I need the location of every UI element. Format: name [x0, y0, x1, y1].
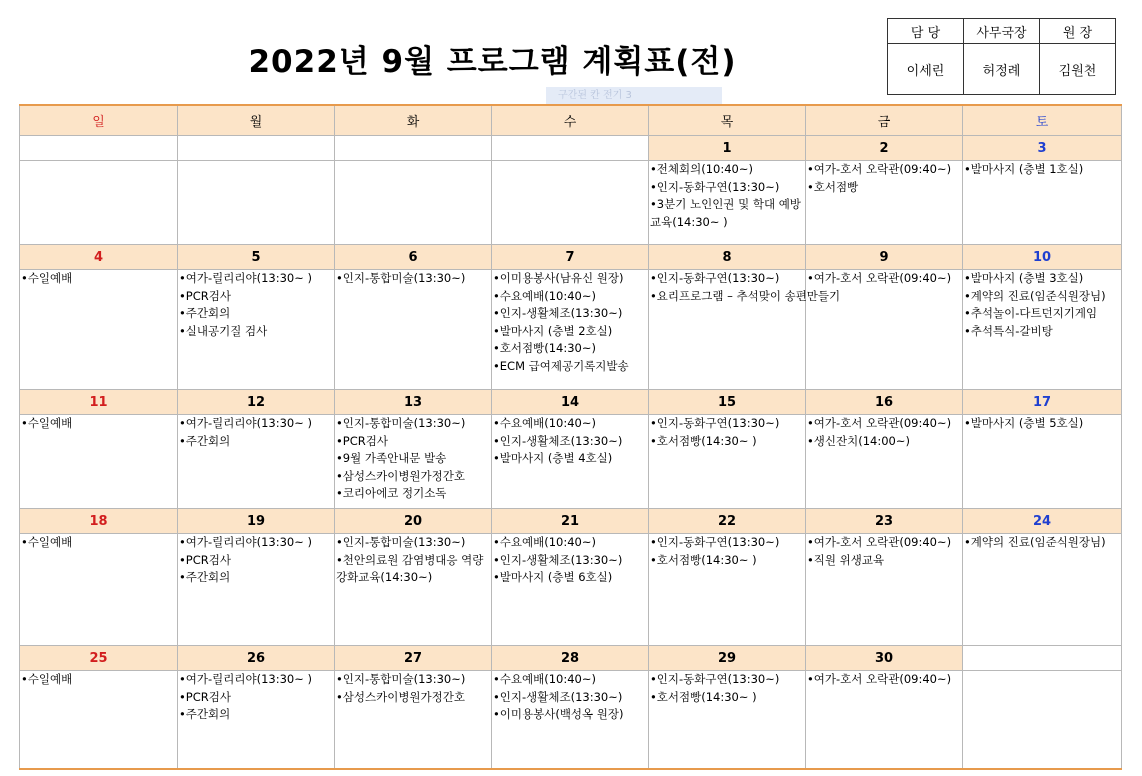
event-item: •수일예배 [21, 416, 73, 430]
event-item: •계약의 진료(임준식원장님) [964, 535, 1106, 549]
day-events-cell [963, 270, 1122, 390]
week-events-row [20, 534, 1122, 646]
calendar-table [19, 104, 1122, 770]
day-events-cell [178, 415, 335, 509]
day-events-cell [20, 270, 178, 390]
event-item: •여가-릴리리야(13:30~ ) [179, 416, 312, 430]
week-events-row [20, 161, 1122, 245]
event-item: •발마사지 (층별 6호실) [493, 570, 613, 584]
event-item: •수요예배(10:40~) [493, 416, 596, 430]
event-item: •호서점빵(14:30~) [493, 341, 596, 355]
day-events-cell [963, 415, 1122, 509]
approval-header-manager: 사무국장 [964, 19, 1040, 44]
day-number: 17 [963, 390, 1122, 415]
event-item: •수일예배 [21, 535, 73, 549]
event-item: •수요예배(10:40~) [493, 535, 596, 549]
event-item: •인지-동화구연(13:30~) [650, 271, 780, 285]
day-number: 13 [335, 390, 492, 415]
event-item: •추석특식-갈비탕 [964, 323, 1053, 338]
day-number: 28 [492, 646, 649, 671]
day-events-cell [492, 534, 649, 646]
day-events-cell [20, 534, 178, 646]
event-item: •인지-동화구연(13:30~) [650, 179, 780, 194]
day-number: 30 [806, 646, 963, 671]
day-events-cell [649, 671, 806, 769]
day-number: 22 [649, 509, 806, 534]
event-item: •전체회의(10:40~) [650, 162, 753, 176]
week-events-row [20, 671, 1122, 769]
event-item: •PCR검사 [336, 433, 388, 448]
event-item: •여가-호서 오락관(09:40~) [807, 535, 952, 549]
day-events-cell [335, 415, 492, 509]
day-events-cell [492, 671, 649, 769]
event-item: •9월 가족안내문 발송 [336, 451, 447, 465]
event-item: •삼성스카이병원가정간호 [336, 468, 465, 483]
event-item: •수일예배 [21, 271, 73, 285]
event-item: •PCR검사 [179, 288, 231, 303]
week-date-row [20, 509, 1122, 534]
weekday-header: 화 [335, 105, 492, 136]
day-events-cell [178, 671, 335, 769]
event-item: •요리프로그램 – 추석맞이 송편만들기 [650, 288, 841, 303]
day-number: 6 [335, 245, 492, 270]
day-number: 18 [20, 509, 178, 534]
day-number: 14 [492, 390, 649, 415]
event-item: •생신잔치(14:00~) [807, 433, 910, 448]
event-item: •여가-릴리리야(13:30~ ) [179, 271, 312, 285]
day-number: 24 [963, 509, 1122, 534]
day-number: 20 [335, 509, 492, 534]
day-events-cell [649, 270, 841, 390]
day-number: 23 [806, 509, 963, 534]
weekday-header: 일 [20, 105, 178, 136]
event-item: •이미용봉사(백성옥 원장) [493, 707, 624, 721]
day-number: 1 [649, 136, 806, 161]
weekday-header: 토 [963, 105, 1122, 136]
event-item: •발마사지 (층별 5호실) [964, 416, 1084, 430]
day-events-cell [806, 161, 963, 245]
day-events-cell [806, 415, 963, 509]
day-number: 11 [20, 390, 178, 415]
event-item: •인지-통합미술(13:30~) [336, 416, 466, 430]
page-title: 2022년 9월 프로그램 계획표(전) [248, 44, 737, 80]
event-item: •이미용봉사(남유신 원장) [493, 271, 624, 285]
event-item: •발마사지 (층별 4호실) [493, 451, 613, 465]
event-item: •인지-생활체조(13:30~) [493, 689, 623, 704]
approval-name-staff: 이세린 [888, 44, 964, 95]
day-events-cell [178, 161, 335, 245]
event-item: •발마사지 (층별 3호실) [964, 271, 1084, 285]
day-number [335, 136, 492, 161]
weekday-header: 월 [178, 105, 335, 136]
event-item: •인지-생활체조(13:30~) [493, 306, 623, 320]
weekday-header-row [20, 105, 1122, 136]
day-number: 10 [963, 245, 1122, 270]
day-events-cell [492, 161, 649, 245]
event-item: •3분기 노인인권 및 학대 예방교육(14:30~ ) [650, 197, 801, 229]
event-item: •여가-호서 오락관(09:40~) [807, 162, 952, 176]
day-events-cell [335, 671, 492, 769]
event-item: •호서점빵(14:30~ ) [650, 689, 757, 704]
day-events-cell [492, 270, 649, 390]
approval-name-row [888, 44, 1116, 95]
approval-header-director: 원 장 [1040, 19, 1116, 44]
day-events-cell [649, 534, 806, 646]
event-item: •여가-호서 오락관(09:40~) [807, 271, 952, 285]
event-item: •인지-동화구연(13:30~) [650, 535, 780, 549]
day-events-cell [963, 161, 1122, 245]
event-item: •PCR검사 [179, 552, 231, 567]
event-item: •인지-통합미술(13:30~) [336, 535, 466, 549]
week-date-row [20, 646, 1122, 671]
day-events-cell [806, 270, 963, 390]
event-item: •여가-호서 오락관(09:40~) [807, 416, 952, 430]
week-events-row [20, 415, 1122, 509]
day-number: 26 [178, 646, 335, 671]
weekday-header: 목 [649, 105, 806, 136]
event-item: •수요예배(10:40~) [493, 288, 596, 303]
event-item: •인지-동화구연(13:30~) [650, 672, 780, 686]
day-events-cell [335, 534, 492, 646]
event-item: •ECM 급여제공기록지발송 [493, 358, 629, 373]
week-date-row [20, 245, 1122, 270]
day-events-cell [649, 415, 806, 509]
day-number [178, 136, 335, 161]
weekday-header: 수 [492, 105, 649, 136]
day-number: 12 [178, 390, 335, 415]
day-number: 19 [178, 509, 335, 534]
event-item: •여가-릴리리야(13:30~ ) [179, 672, 312, 686]
event-item: •수일예배 [21, 672, 73, 686]
day-events-cell [963, 671, 1122, 769]
weekday-header: 금 [806, 105, 963, 136]
day-number: 5 [178, 245, 335, 270]
approval-name-manager: 허정례 [964, 44, 1040, 95]
event-item: •인지-동화구연(13:30~) [650, 416, 780, 430]
day-number: 4 [20, 245, 178, 270]
day-events-cell [806, 534, 963, 646]
day-number: 16 [806, 390, 963, 415]
day-events-cell [335, 161, 492, 245]
day-number: 15 [649, 390, 806, 415]
event-item: •인지-생활체조(13:30~) [493, 433, 623, 448]
approval-name-director: 김원천 [1040, 44, 1116, 95]
day-events-cell [492, 415, 649, 509]
event-item: •여가-호서 오락관(09:40~) [807, 672, 952, 686]
day-number [492, 136, 649, 161]
day-number: 8 [649, 245, 806, 270]
event-item: •발마사지 (층별 2호실) [493, 323, 613, 338]
event-item: •계약의 진료(임준식원장님) [964, 288, 1106, 303]
week-events-row [20, 270, 1122, 390]
event-item: •주간회의 [179, 570, 231, 584]
event-item: •호서점빵(14:30~ ) [650, 433, 757, 448]
day-events-cell [335, 270, 492, 390]
day-number: 3 [963, 136, 1122, 161]
event-item: •인지-통합미술(13:30~) [336, 672, 466, 686]
approval-header-row [888, 19, 1116, 44]
week-date-row [20, 390, 1122, 415]
day-events-cell [178, 534, 335, 646]
day-number: 21 [492, 509, 649, 534]
week-date-row [20, 136, 1122, 161]
day-number: 27 [335, 646, 492, 671]
event-item: •주간회의 [179, 433, 231, 448]
day-events-cell [20, 415, 178, 509]
day-number: 25 [20, 646, 178, 671]
event-item: •여가-릴리리야(13:30~ ) [179, 535, 312, 549]
event-item: •수요예배(10:40~) [493, 672, 596, 686]
event-item: •실내공기질 검사 [179, 323, 268, 338]
event-item: •PCR검사 [179, 689, 231, 704]
event-item: •주간회의 [179, 306, 231, 320]
day-number [963, 646, 1122, 671]
day-events-cell [649, 161, 806, 245]
day-events-cell [20, 671, 178, 769]
event-item: •발마사지 (층별 1호실) [964, 162, 1084, 176]
event-item: •직원 위생교육 [807, 552, 885, 567]
event-item: •인지-통합미술(13:30~) [336, 271, 466, 285]
event-item: •추석놀이-다트던지기게임 [964, 306, 1098, 320]
event-item: •삼성스카이병원가정간호 [336, 689, 465, 704]
approval-box [887, 18, 1116, 95]
event-item: •호서점빵 [807, 179, 859, 194]
event-item: •코리아에코 정기소독 [336, 486, 447, 500]
event-item: •인지-생활체조(13:30~) [493, 552, 623, 567]
day-events-cell [806, 671, 963, 769]
approval-header-staff: 담 당 [888, 19, 964, 44]
event-item: •호서점빵(14:30~ ) [650, 552, 757, 567]
day-number: 2 [806, 136, 963, 161]
tooltip-hint: 구간된 칸 전기 3 [546, 87, 722, 104]
event-item: •천안의료원 감염병대응 역량강화교육(14:30~) [336, 552, 484, 584]
day-number: 7 [492, 245, 649, 270]
day-events-cell [20, 161, 178, 245]
day-number: 29 [649, 646, 806, 671]
day-number [20, 136, 178, 161]
day-number: 9 [806, 245, 963, 270]
event-item: •주간회의 [179, 707, 231, 721]
day-events-cell [963, 534, 1122, 646]
day-events-cell [178, 270, 335, 390]
